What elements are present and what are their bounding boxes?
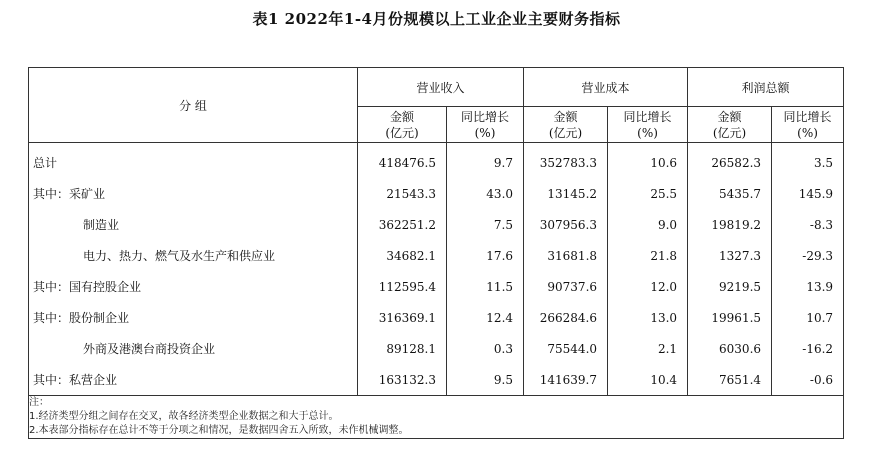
- table-row-manufacturing: [29, 209, 844, 240]
- table-row-utilities: [29, 240, 844, 271]
- table-notes: [29, 396, 844, 439]
- revenue-amount: 34682.1: [358, 240, 447, 271]
- financial-indicators-table: [28, 67, 844, 439]
- amount-unit: (亿元): [548, 125, 583, 140]
- cost-growth: 12.0: [608, 271, 688, 302]
- revenue-amount-header: [358, 107, 447, 143]
- profit-growth: -16.2: [772, 333, 844, 364]
- profit-amount: 6030.6: [688, 333, 772, 364]
- revenue-header: 营业收入: [358, 68, 524, 107]
- profit-amount: 26582.3: [688, 143, 772, 179]
- cost-amount: 75544.0: [524, 333, 608, 364]
- cost-growth: 10.4: [608, 364, 688, 396]
- row-label-text: 外商及港澳台商投资企业: [83, 342, 216, 356]
- revenue-growth: 0.3: [447, 333, 524, 364]
- growth-unit: (%): [474, 125, 496, 140]
- amount-label: 金额: [389, 109, 414, 124]
- note-line-1: 1.经济类型分组之间存在交叉，故各经济类型企业数据之和大于总计。: [29, 411, 339, 422]
- revenue-growth: 17.6: [447, 240, 524, 271]
- table-row-foreign-invested: [29, 333, 844, 364]
- revenue-amount: 418476.5: [358, 143, 447, 179]
- profit-growth: -29.3: [772, 240, 844, 271]
- cost-growth: 25.5: [608, 178, 688, 209]
- revenue-amount: 163132.3: [358, 364, 447, 396]
- cost-growth: 13.0: [608, 302, 688, 333]
- cost-growth: 10.6: [608, 143, 688, 179]
- revenue-amount: 89128.1: [358, 333, 447, 364]
- row-label: [29, 209, 358, 240]
- profit-amount: 5435.7: [688, 178, 772, 209]
- table-row-private: [29, 364, 844, 396]
- row-label: 总计: [29, 143, 358, 179]
- row-label: 其中：国有控股企业: [29, 271, 358, 302]
- cost-header: 营业成本: [524, 68, 688, 107]
- revenue-growth-header: [447, 107, 524, 143]
- amount-label: 金额: [717, 109, 742, 124]
- profit-header: 利润总额: [688, 68, 844, 107]
- growth-unit: (%): [797, 125, 818, 140]
- revenue-growth: 9.5: [447, 364, 524, 396]
- table-row-state-controlled: [29, 271, 844, 302]
- profit-growth-header: [772, 107, 844, 143]
- note-line-2: 2.本表部分指标存在总计不等于分项之和情况，是数据四舍五入所致，未作机械调整。: [29, 425, 409, 436]
- profit-amount: 7651.4: [688, 364, 772, 396]
- row-label: [29, 240, 358, 271]
- growth-label: 同比增长: [461, 109, 510, 124]
- profit-growth: 13.9: [772, 271, 844, 302]
- table-row-total: [29, 143, 844, 179]
- row-label: 其中：股份制企业: [29, 302, 358, 333]
- revenue-growth: 12.4: [447, 302, 524, 333]
- profit-growth: -0.6: [772, 364, 844, 396]
- revenue-growth: 43.0: [447, 178, 524, 209]
- revenue-amount: 362251.2: [358, 209, 447, 240]
- profit-amount: 19961.5: [688, 302, 772, 333]
- cost-amount: 307956.3: [524, 209, 608, 240]
- table-row-mining: [29, 178, 844, 209]
- table-title: 表1 2022年1-4月份规模以上工业企业主要财务指标: [252, 10, 621, 28]
- row-label: 其中：私营企业: [29, 364, 358, 396]
- revenue-amount: 21543.3: [358, 178, 447, 209]
- growth-label: 同比增长: [783, 109, 832, 124]
- row-label-text: 制造业: [83, 218, 120, 232]
- cost-amount: 141639.7: [524, 364, 608, 396]
- row-label: 其中：采矿业: [29, 178, 358, 209]
- revenue-growth: 9.7: [447, 143, 524, 179]
- notes-cell: [29, 396, 844, 439]
- row-label: [29, 333, 358, 364]
- profit-growth: -8.3: [772, 209, 844, 240]
- revenue-amount: 316369.1: [358, 302, 447, 333]
- profit-amount: 9219.5: [688, 271, 772, 302]
- notes-heading: 注：: [29, 397, 49, 408]
- profit-amount: 1327.3: [688, 240, 772, 271]
- growth-label: 同比增长: [623, 109, 672, 124]
- group-column-header: 分 组: [29, 68, 358, 143]
- profit-growth: 3.5: [772, 143, 844, 179]
- profit-growth: 145.9: [772, 178, 844, 209]
- cost-growth-header: [608, 107, 688, 143]
- amount-unit: (亿元): [385, 125, 419, 140]
- growth-unit: (%): [637, 125, 658, 140]
- cost-amount: 352783.3: [524, 143, 608, 179]
- revenue-growth: 7.5: [447, 209, 524, 240]
- amount-label: 金额: [553, 109, 578, 124]
- cost-growth: 21.8: [608, 240, 688, 271]
- cost-amount-header: [524, 107, 608, 143]
- cost-amount: 266284.6: [524, 302, 608, 333]
- profit-growth: 10.7: [772, 302, 844, 333]
- cost-growth: 2.1: [608, 333, 688, 364]
- amount-unit: (亿元): [712, 125, 747, 140]
- row-label-text: 电力、热力、燃气及水生产和供应业: [83, 249, 276, 263]
- table-row-shareholding: [29, 302, 844, 333]
- profit-amount: 19819.2: [688, 209, 772, 240]
- cost-amount: 31681.8: [524, 240, 608, 271]
- cost-amount: 13145.2: [524, 178, 608, 209]
- profit-amount-header: [688, 107, 772, 143]
- cost-growth: 9.0: [608, 209, 688, 240]
- revenue-growth: 11.5: [447, 271, 524, 302]
- cost-amount: 90737.6: [524, 271, 608, 302]
- revenue-amount: 112595.4: [358, 271, 447, 302]
